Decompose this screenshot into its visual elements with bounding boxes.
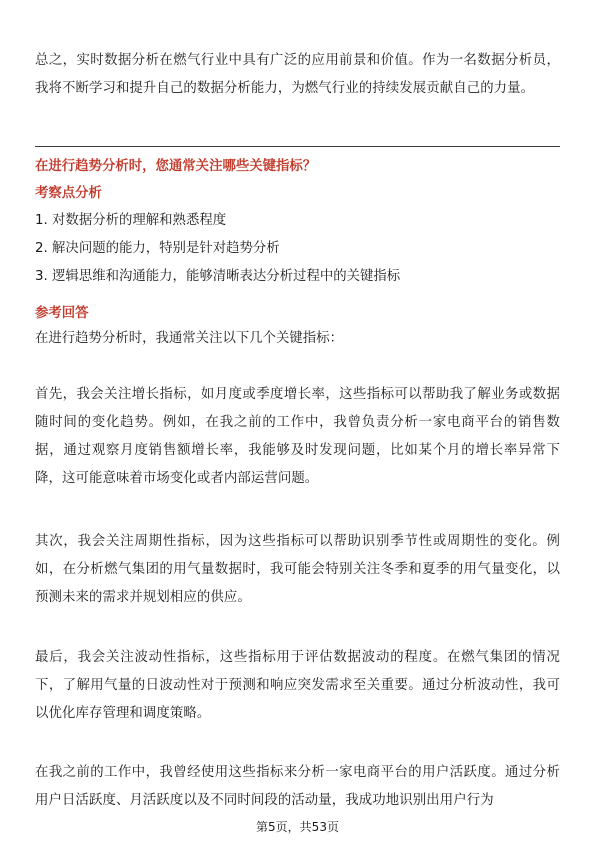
intro-paragraph: 总之，实时数据分析在燃气行业中具有广泛的应用前景和价值。作为一名数据分析员，我将不断学习和提升自己的数据分析能力，为燃气行业的持续发展贡献自己的力量。 (35, 53, 560, 96)
answer-paragraph: 在我之前的工作中，我曾经使用这些指标来分析一家电商平台的用户活跃度。通过分析用户日活跃度、月活跃度以及不同时间段的活动量，我成功地识别出用户行为 (35, 765, 560, 808)
section-divider (35, 146, 560, 147)
answer-lead: 在进行趋势分析时，我通常关注以下几个关键指标： (35, 331, 343, 346)
answer-paragraph: 其次，我会关注周期性指标，因为这些指标可以帮助识别季节性或周期性的变化。例如，在分析燃气集团的用气量数据时，我可能会特别关注冬季和夏季的用气量变化，以预测未来的需求并规划相应的供应。 (35, 534, 560, 605)
question-heading: 在进行趋势分析时，您通常关注哪些关键指标？ (35, 159, 317, 174)
answer-paragraph: 首先，我会关注增长指标，如月度或季度增长率，这些指标可以帮助我了解业务或数据随时间的变化趋势。例如，在我之前的工作中，我曾负责分析一家电商平台的销售数据，通过观察月度销售额增长率，我能够及时发现问题，比如某个月的增长率异常下降，这可能意味着市场变化或者内部运营问题。 (35, 387, 560, 486)
answer-title: 参考回答 (35, 306, 89, 321)
analysis-item: 3. 逻辑思维和沟通能力，能够清晰表达分析过程中的关键指标 (35, 269, 401, 284)
page-footer (0, 819, 595, 835)
analysis-item: 1. 对数据分析的理解和熟悉程度 (35, 213, 227, 228)
analysis-item: 2. 解决问题的能力，特别是针对趋势分析 (35, 241, 280, 256)
page-number-label: 第5页，共53页 (256, 820, 339, 834)
analysis-title: 考察点分析 (35, 186, 102, 201)
answer-paragraph: 最后，我会关注波动性指标，这些指标用于评估数据波动的程度。在燃气集团的情况下，了解用气量的日波动性对于预测和响应突发需求至关重要。通过分析波动性，我可以优化库存管理和调度策略。 (35, 650, 560, 721)
